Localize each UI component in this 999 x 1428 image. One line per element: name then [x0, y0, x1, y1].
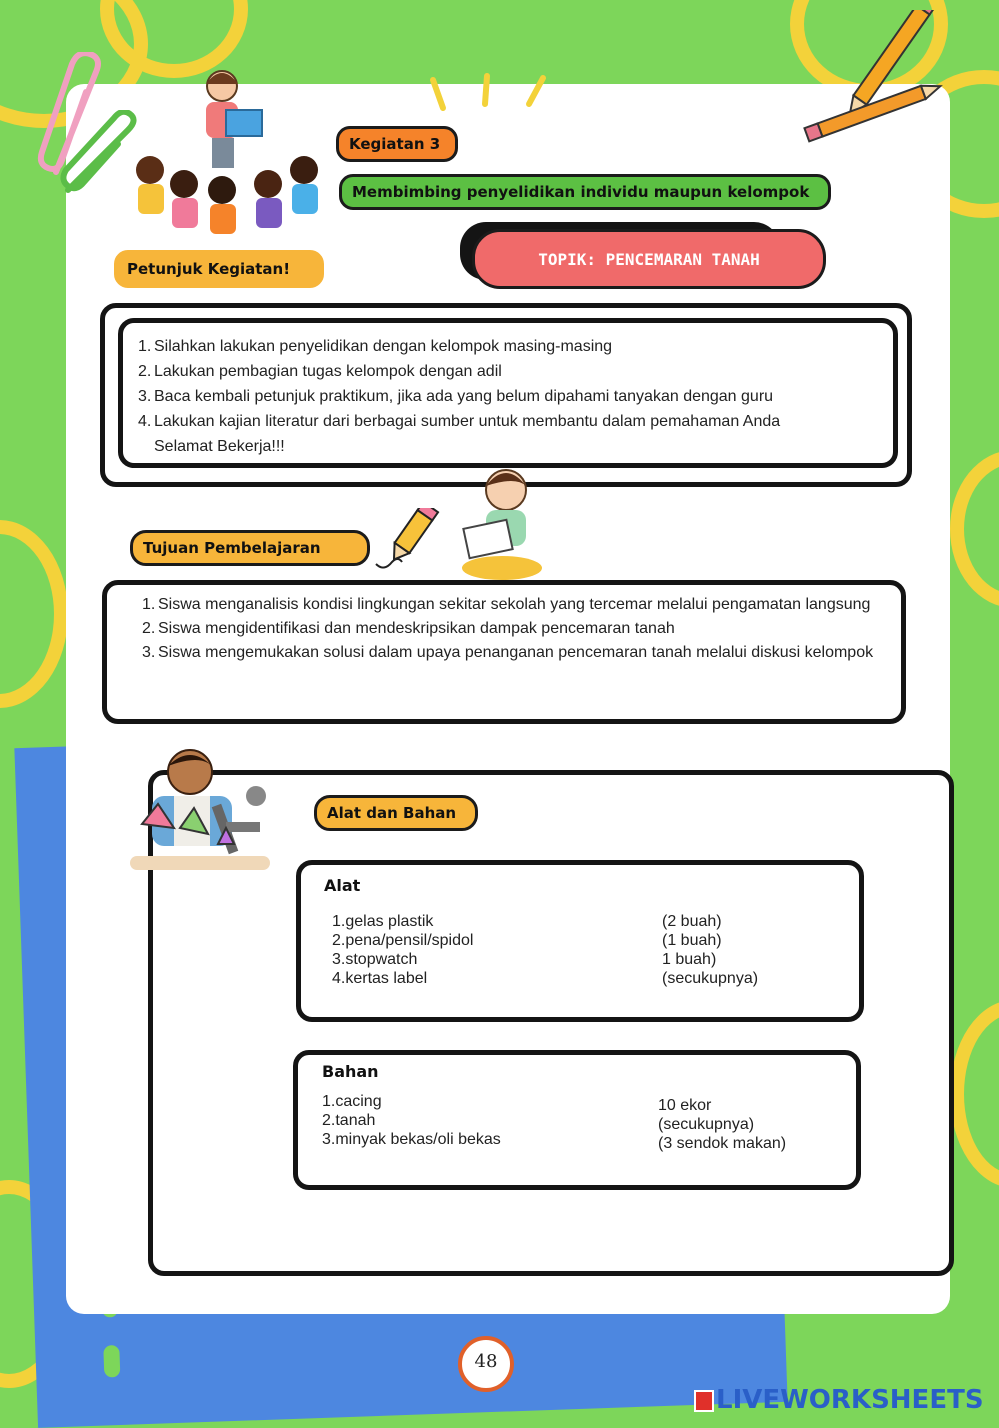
- teacher-reading-illustration: [128, 66, 328, 242]
- activity-subtitle: Membimbing penyelidikan individu maupun kelompok: [339, 174, 831, 210]
- page-number: 48: [474, 1351, 498, 1372]
- list-item: [138, 434, 878, 459]
- pencil-icon: [372, 508, 442, 574]
- table-row: 3.stopwatch 1 buah): [332, 951, 717, 968]
- pencil-icon: [800, 10, 960, 150]
- table-row: 2.tanah (secukupnya): [322, 1112, 755, 1133]
- table-row: 1.cacing 10 ekor: [322, 1093, 712, 1114]
- instructions-label: Petunjuk Kegiatan!: [114, 250, 324, 288]
- list-item: 3. Siswa mengemukakan solusi dalam upaya penanganan pencemaran tanah melalui diskusi kelompok: [142, 644, 874, 661]
- decorative-swirl: [950, 1000, 999, 1188]
- objectives-list-wrap: [142, 593, 894, 665]
- activity-label: Kegiatan 3: [336, 126, 458, 162]
- watermark-text: LIVEWORKSHEETS: [716, 1385, 984, 1415]
- table-row: 2.pena/pensil/spidol (1 buah): [332, 932, 722, 949]
- decorative-swirl: [950, 450, 999, 608]
- boy-writing-illustration: [452, 464, 552, 580]
- table-row: 3.minyak bekas/oli bekas (3 sendok makan): [322, 1131, 787, 1152]
- scientist-illustration: [122, 744, 278, 880]
- tools-table: [332, 912, 758, 988]
- topic-label: TOPIK: PENCEMARAN TANAH: [472, 229, 826, 289]
- list-item: 3. Baca kembali petunjuk praktikum, jika ada yang belum dipahami tanyakan dengan guru: [138, 388, 774, 405]
- objectives-list: [142, 593, 894, 665]
- decorative-swirl: [0, 520, 68, 708]
- list-item: 2. Lakukan pembagian tugas kelompok dengan adil: [138, 363, 502, 380]
- materials-label: Alat dan Bahan: [314, 795, 478, 831]
- liveworksheets-logo-icon: [694, 1390, 714, 1412]
- table-row: 4.kertas label (secukupnya): [332, 970, 759, 987]
- instructions-list-wrap: [138, 334, 878, 459]
- sparkle-icon: [425, 72, 555, 116]
- list-item: 1. Silahkan lakukan penyelidikan dengan kelompok masing-masing: [138, 338, 613, 355]
- closing-text: Selamat Bekerja!!!: [154, 438, 285, 455]
- list-item: 4. Lakukan kajian literatur dari berbagai sumber untuk membantu dalam pemahaman Anda: [138, 413, 781, 430]
- ingredients-table: [322, 1092, 787, 1152]
- tools-title: Alat: [324, 876, 361, 895]
- instructions-list: [138, 334, 878, 459]
- list-item: 1. Siswa menganalisis kondisi lingkungan sekitar sekolah yang tercemar melalui pengamatan langsung: [142, 596, 871, 613]
- ingredients-title: Bahan: [322, 1062, 379, 1081]
- table-row: 1.gelas plastik (2 buah): [332, 913, 722, 930]
- list-item: 2. Siswa mengidentifikasi dan mendeskripsikan dampak pencemaran tanah: [142, 620, 675, 637]
- objectives-label: Tujuan Pembelajaran: [130, 530, 370, 566]
